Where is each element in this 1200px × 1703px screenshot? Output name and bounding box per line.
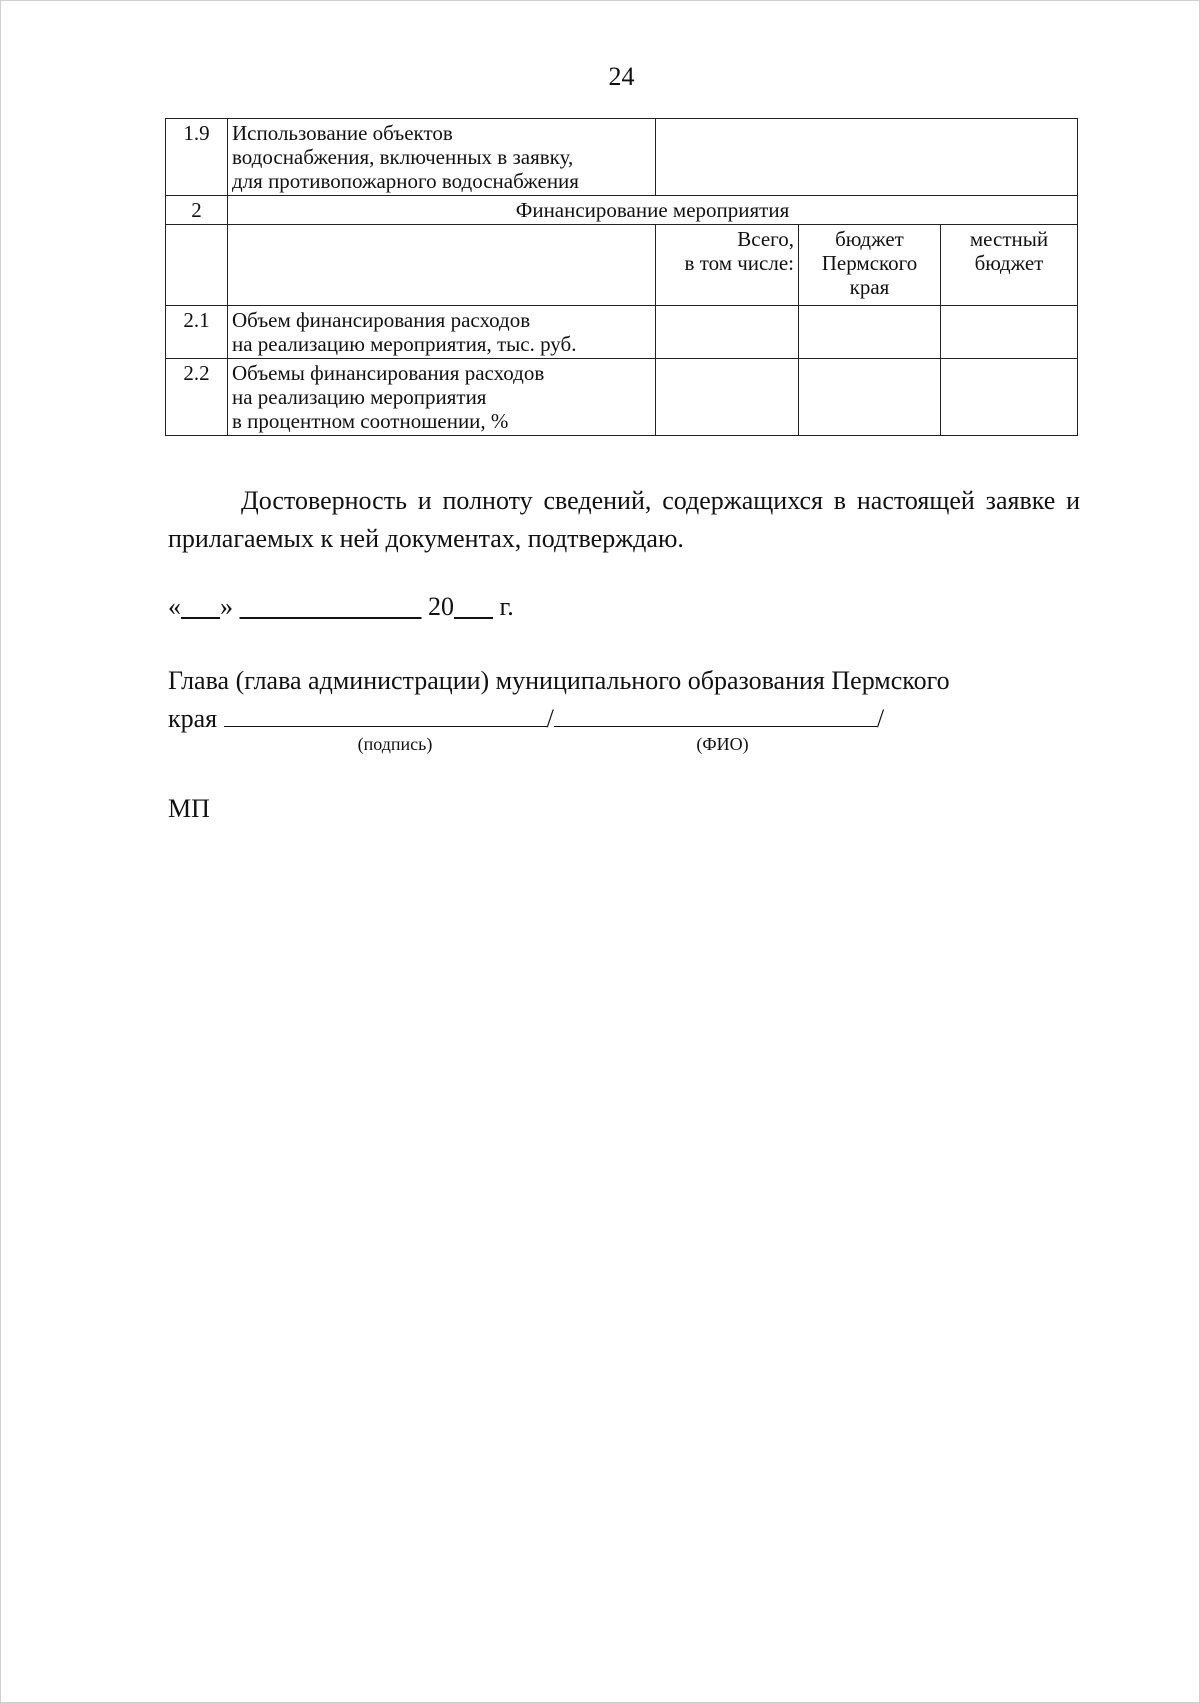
month-blank — [240, 592, 422, 621]
year-blank — [454, 592, 493, 621]
column-header-local-budget — [941, 225, 1078, 306]
empty-cell — [166, 225, 228, 306]
header-line: Пермского — [821, 251, 918, 275]
header-line: бюджет — [974, 251, 1044, 275]
row-text-line: на реализацию мероприятия — [232, 385, 487, 409]
empty-cell — [228, 225, 656, 306]
row-text-line: на реализацию мероприятия, тыс. руб. — [232, 332, 577, 356]
header-line: Всего, — [737, 227, 794, 251]
signatory-title: Глава (глава администрации) муниципального образования Пермского — [168, 666, 950, 695]
row-number: 1.9 — [166, 119, 228, 196]
row-number: 2.2 — [166, 359, 228, 436]
column-header-total — [656, 225, 799, 306]
signature-line — [168, 704, 884, 734]
signature-blank — [224, 704, 547, 727]
row-description — [228, 359, 656, 436]
date-line — [168, 592, 514, 622]
close-quote: » — [220, 592, 233, 621]
signature-caption: (подпись) — [357, 734, 433, 754]
separator: / — [546, 704, 554, 733]
header-line: края — [849, 275, 890, 299]
stamp-label: МП — [168, 794, 210, 823]
table-header-row — [166, 225, 1078, 306]
row-number: 2.1 — [166, 306, 228, 359]
row-number: 2 — [166, 196, 228, 225]
value-cell — [656, 306, 799, 359]
value-cell — [941, 359, 1078, 436]
region-word: края — [168, 704, 218, 733]
value-cell — [941, 306, 1078, 359]
open-quote: « — [168, 592, 181, 621]
table-row — [166, 196, 1078, 225]
financing-table — [165, 118, 1078, 436]
year-prefix: 20 — [428, 592, 454, 621]
value-cell — [656, 119, 1078, 196]
row-text-line: Объем финансирования расходов — [232, 308, 531, 332]
row-text-line: для противопожарного водоснабжения — [232, 169, 579, 193]
value-cell — [656, 359, 799, 436]
table-row — [166, 119, 1078, 196]
row-description — [228, 119, 656, 196]
name-blank — [554, 704, 877, 727]
row-description — [228, 306, 656, 359]
row-text-line: водоснабжения, включенных в заявку, — [232, 145, 574, 169]
value-cell — [799, 306, 941, 359]
table-row — [166, 359, 1078, 436]
separator: / — [876, 704, 885, 733]
header-line: бюджет — [835, 227, 904, 251]
row-text-line: Объемы финансирования расходов — [232, 361, 545, 385]
section-title: Финансирование мероприятия — [228, 196, 1078, 225]
page-number: 24 — [608, 62, 635, 91]
day-blank — [181, 592, 220, 621]
header-line: в том числе: — [684, 251, 794, 275]
certification-paragraph: Достоверность и полноту сведений, содержащихся в настоящей заявке и прилагаемых к ней документах, подтверждаю. — [168, 486, 1080, 553]
row-text-line: в процентном соотношении, % — [232, 409, 509, 433]
column-header-region-budget — [799, 225, 941, 306]
year-suffix: г. — [499, 592, 514, 621]
name-caption: (ФИО) — [696, 734, 749, 754]
row-text-line: Использование объектов — [232, 121, 453, 145]
header-line: местный — [969, 227, 1049, 251]
table-row — [166, 306, 1078, 359]
value-cell — [799, 359, 941, 436]
